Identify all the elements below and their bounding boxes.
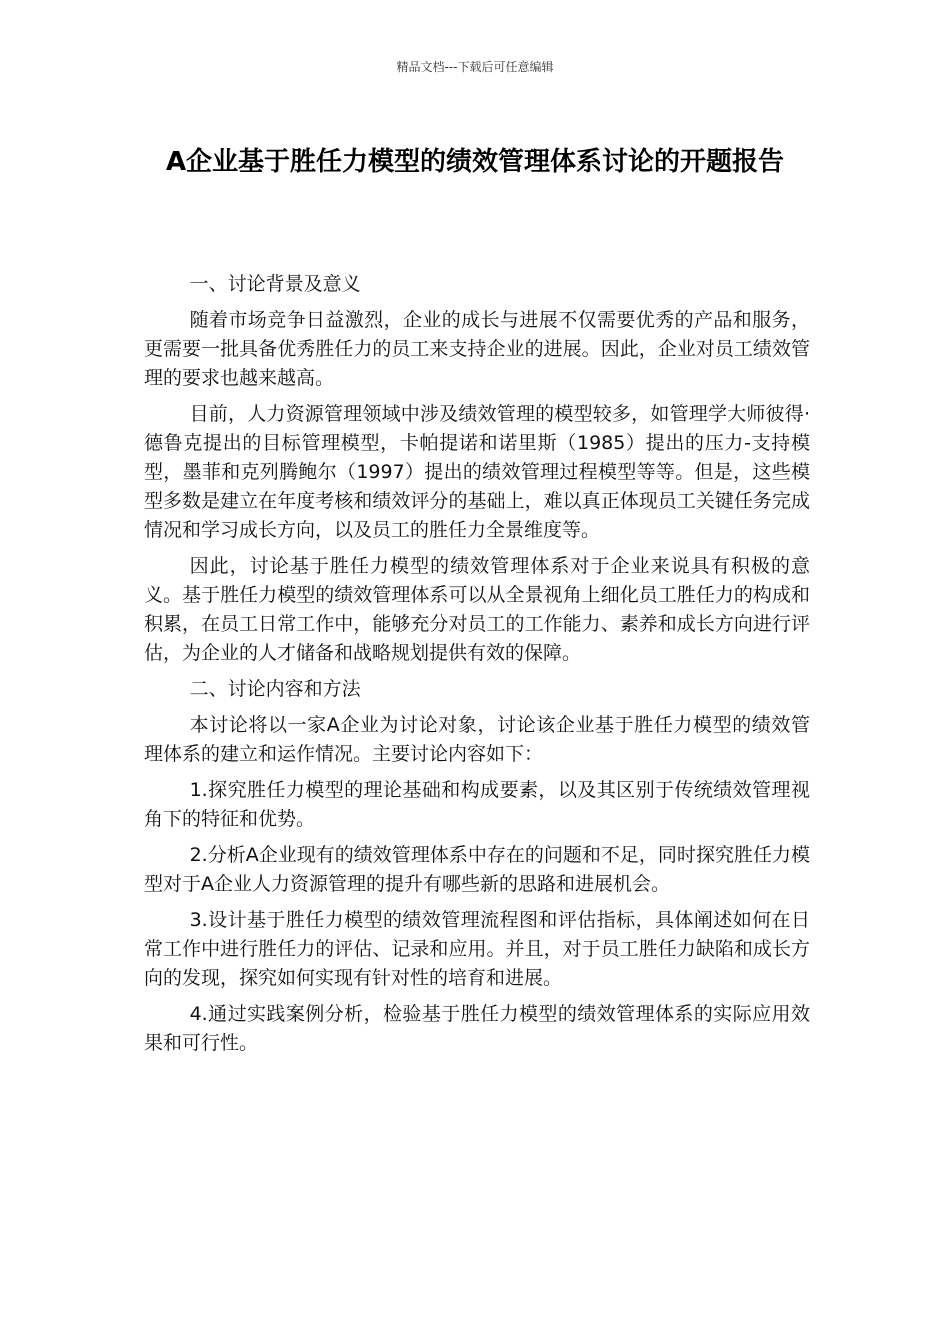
section-1-paragraph-2: 目前，人力资源管理领域中涉及绩效管理的模型较多，如管理学大师彼得·德鲁克提出的目标管理模型，卡帕提诺和诺里斯（1985）提出的压力-支持模型，墨菲和克列腾鲍尔（1997）提出的绩效管理过程模型等等。但是，这些模型多数是建立在年度考核和绩效评分的基础上，难以真正体现员工关键任务完成情况和学习成长方向，以及员工的胜任力全景维度等。 bbox=[144, 403, 810, 541]
section-2-item-3: 3.设计基于胜任力模型的绩效管理流程图和评估指标，具体阐述如何在日常工作中进行胜任力的评估、记录和应用。并且，对于员工胜任力缺陷和成长方向的发现，探究如何实现有针对性的培育和进展。 bbox=[144, 909, 810, 989]
document-title: A企业基于胜任力模型的绩效管理体系讨论的开题报告 bbox=[165, 147, 785, 177]
header-note: 精品文档---下载后可任意编辑 bbox=[396, 60, 554, 74]
section-2-item-2: 2.分析A企业现有的绩效管理体系中存在的问题和不足，同时探究胜任力模型对于A企业人力资源管理的提升有哪些新的思路和进展机会。 bbox=[144, 844, 810, 895]
section-1-heading: 一、讨论背景及意义 bbox=[189, 273, 361, 295]
section-2-item-1: 1.探究胜任力模型的理论基础和构成要素，以及其区别于传统绩效管理视角下的特征和优势。 bbox=[144, 779, 810, 830]
section-1-paragraph-3: 因此，讨论基于胜任力模型的绩效管理体系对于企业来说具有积极的意义。基于胜任力模型的绩效管理体系可以从全景视角上细化员工胜任力的构成和积累，在员工日常工作中，能够充分对员工的工作能力、素养和成长方向进行评估，为企业的人才储备和战略规划提供有效的保障。 bbox=[144, 555, 810, 664]
section-2-paragraph-1: 本讨论将以一家A企业为讨论对象，讨论该企业基于胜任力模型的绩效管理体系的建立和运作情况。主要讨论内容如下： bbox=[144, 714, 810, 765]
section-2-heading: 二、讨论内容和方法 bbox=[189, 678, 361, 700]
section-1-paragraph-1: 随着市场竞争日益激烈，企业的成长与进展不仅需要优秀的产品和服务，更需要一批具备优秀胜任力的员工来支持企业的进展。因此，企业对员工绩效管理的要求也越来越高。 bbox=[144, 309, 810, 389]
section-2-item-4: 4.通过实践案例分析，检验基于胜任力模型的绩效管理体系的实际应用效果和可行性。 bbox=[144, 1003, 810, 1054]
document-body bbox=[144, 270, 810, 1065]
